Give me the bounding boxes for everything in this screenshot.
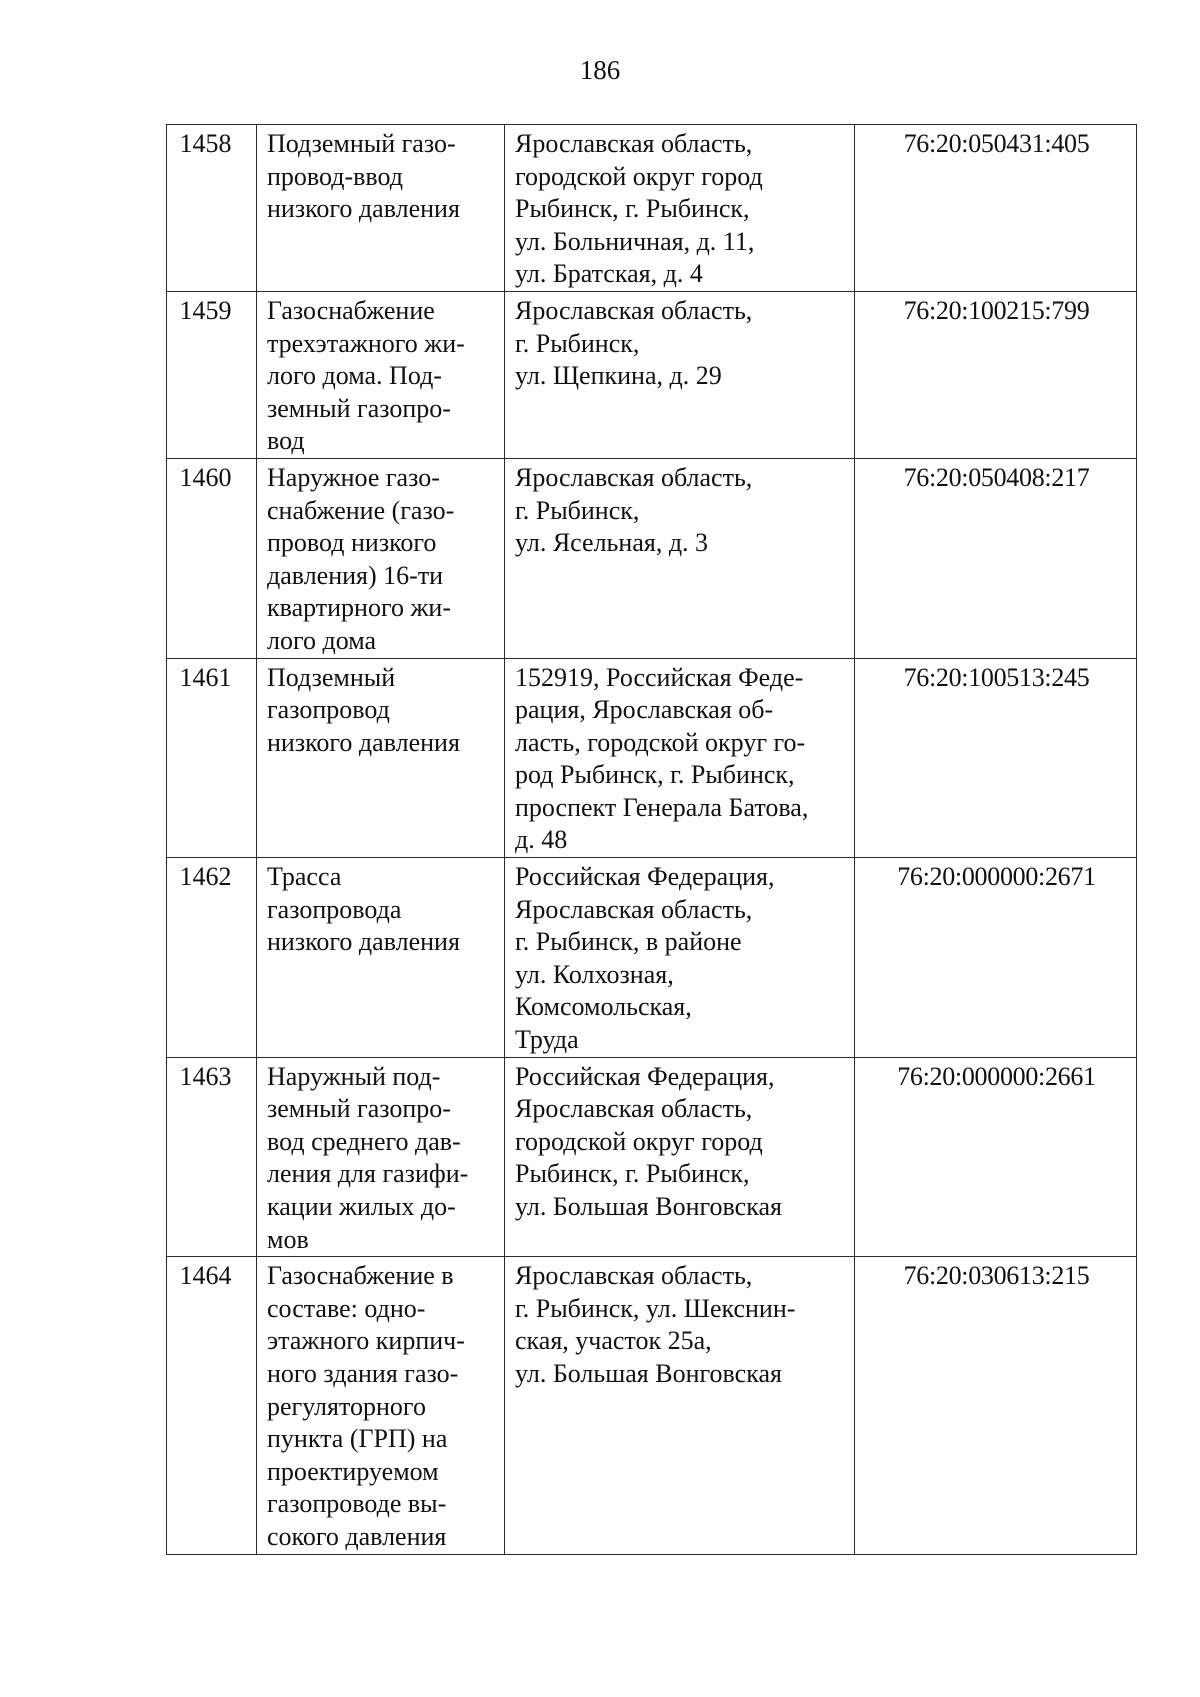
table-row <box>167 658 1137 858</box>
object-address: Ярославская область, г. Рыбинск, ул. Щепкина, д. 29 <box>505 291 855 458</box>
object-name: Газоснабжение трехэтажного жи- лого дома. Под- земный газопро- вод <box>257 291 505 458</box>
object-address: Российская Федерация, Ярославская область, г. Рыбинск, в районе ул. Колхозная, Комсомольская, Труда <box>505 858 855 1058</box>
object-name: Наружное газо- снабжение (газо- провод низкого давления) 16-ти квартирного жи- лого дома <box>257 458 505 658</box>
table-row <box>167 858 1137 1058</box>
page-number: 186 <box>579 55 621 85</box>
cadastral-number: 76:20:000000:2671 <box>855 858 1137 1058</box>
row-number: 1464 <box>167 1257 257 1554</box>
object-address: Ярославская область, городской округ город Рыбинск, г. Рыбинск, ул. Больничная, д. 11, ул. Братская, д. 4 <box>505 125 855 292</box>
table-row <box>167 291 1137 458</box>
cadastral-number: 76:20:050431:405 <box>855 125 1137 292</box>
row-number: 1463 <box>167 1057 257 1257</box>
object-address: Российская Федерация, Ярославская область, городской округ город Рыбинск, г. Рыбинск, ул. Большая Вонговская <box>505 1057 855 1257</box>
object-name: Трасса газопровода низкого давления <box>257 858 505 1058</box>
row-number: 1458 <box>167 125 257 292</box>
table-row <box>167 125 1137 292</box>
table-row <box>167 458 1137 658</box>
cadastral-number: 76:20:030613:215 <box>855 1257 1137 1554</box>
table-row <box>167 1057 1137 1257</box>
registry-table <box>166 124 1137 1555</box>
object-address: Ярославская область, г. Рыбинск, ул. Шекснин- ская, участок 25а, ул. Большая Вонговская <box>505 1257 855 1554</box>
cadastral-number: 76:20:100513:245 <box>855 658 1137 858</box>
row-number: 1460 <box>167 458 257 658</box>
row-number: 1459 <box>167 291 257 458</box>
object-address: Ярославская область, г. Рыбинск, ул. Ясельная, д. 3 <box>505 458 855 658</box>
row-number: 1461 <box>167 658 257 858</box>
table-row <box>167 1257 1137 1554</box>
cadastral-number: 76:20:100215:799 <box>855 291 1137 458</box>
object-name: Газоснабжение в составе: одно- этажного кирпич- ного здания газо- регуляторного пункта (ГРП) на проектируемом газопроводе вы- сокого давления <box>257 1257 505 1554</box>
cadastral-number: 76:20:050408:217 <box>855 458 1137 658</box>
object-name: Подземный газо- провод-ввод низкого давления <box>257 125 505 292</box>
cadastral-number: 76:20:000000:2661 <box>855 1057 1137 1257</box>
row-number: 1462 <box>167 858 257 1058</box>
object-name: Наружный под- земный газопро- вод среднего дав- ления для газифи- кации жилых до- мов <box>257 1057 505 1257</box>
object-address: 152919, Российская Феде- рация, Ярославская об- ласть, городской округ го- род Рыбинск, г. Рыбинск, проспект Генерала Батова, д. 48 <box>505 658 855 858</box>
object-name: Подземный газопровод низкого давления <box>257 658 505 858</box>
